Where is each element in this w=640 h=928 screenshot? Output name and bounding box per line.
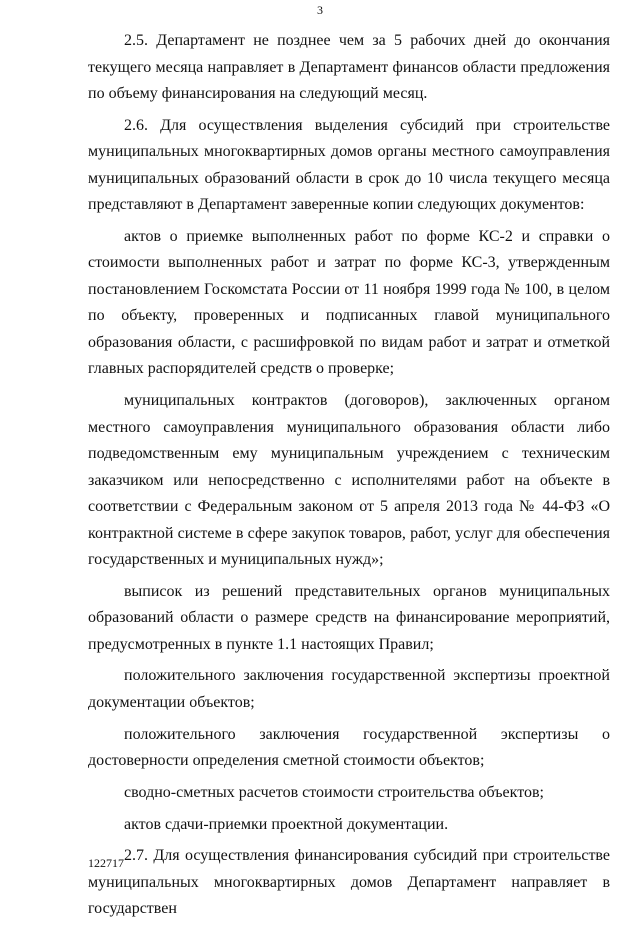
page-number: 3: [317, 3, 323, 17]
list-item-decision-extracts: выписок из решений представительных органов муниципальных образований области о размере средств на финансирование мероприятий, предусмотренных в пункте 1.1 настоящих Правил;: [88, 582, 610, 653]
list-item-project-expertise: положительного заключения государственной экспертизы проектной документации объектов;: [88, 667, 610, 711]
list-item-acts-ks2: актов о приемке выполненных работ по форме КС-2 и справки о стоимости выполненных работ и затрат по форме КС-3, утвержденным постановлением Госкомстата России от 11 ноября 1999 года № 100, в целом по объекту, проверенных и подписанных главой муниципального образования области, с расшифровкой по видам работ и затрат и отметкой главных распорядителей средств о проверке;: [88, 227, 610, 378]
list-item-municipal-contracts: муниципальных контрактов (договоров), заключенных органом местного самоуправления муниципального образования области либо подведомственным ему муниципальным учреждением с техническим заказчиком или непосредственно с исполнителями работ на объекте в соответствии с Федеральным законом от 5 апреля 2013 года № 44-ФЗ «О контрактной системе в сфере закупок товаров, работ, услуг для обеспечения государственных и муниципальных нужд»;: [88, 392, 610, 569]
footer-document-code: 122717: [88, 856, 124, 870]
list-item-cost-expertise: положительного заключения государственной экспертизы о достоверности определения сметной стоимости объектов;: [88, 725, 610, 770]
list-item-acceptance-acts: актов сдачи-приемки проектной документации.: [124, 815, 449, 833]
paragraph-2-5: 2.5. Департамент не позднее чем за 5 рабочих дней до окончания текущего месяца направляет в Департамент финансов области предложения по объему финансирования на следующий месяц.: [88, 32, 610, 102]
paragraph-2-6: 2.6. Для осуществления выделения субсидий при строительстве муниципальных многоквартирных домов органы местного самоуправления муниципальных образований области в срок до 10 числа текущего месяца представляют в Департамент заверенные копии следующих документов:: [88, 116, 610, 214]
document-body: [88, 28, 610, 928]
paragraph-2-7: 2.7. Для осуществления финансирования субсидий при строительстве муниципальных многоквартирных домов Департамент направляет в государствен: [88, 847, 610, 918]
list-item-cost-estimates: сводно-сметных расчетов стоимости строительства объектов;: [124, 783, 544, 801]
